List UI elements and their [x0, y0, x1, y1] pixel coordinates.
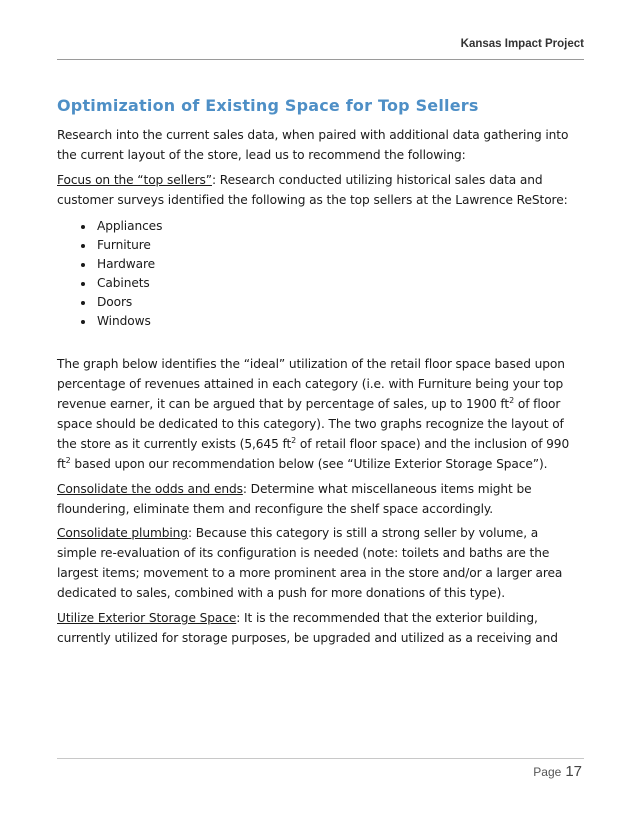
- page-label: Page: [533, 765, 562, 779]
- consolidate-odds-heading: Consolidate the odds and ends: [57, 481, 243, 496]
- page-footer: [533, 763, 582, 780]
- focus-text: : Research conducted utilizing historical sales data and customer surveys identified the following as the top sellers at the Lawrence ReStore:: [57, 172, 568, 207]
- consolidate-odds-paragraph: Consolidate the odds and ends: Determine what miscellaneous items might be floundering, eliminate them and reconfigure the shelf space accordingly.: [57, 481, 532, 516]
- body-text: [57, 126, 577, 654]
- focus-heading: Focus on the “top sellers”: [57, 172, 212, 187]
- consolidate-plumbing-heading: Consolidate plumbing: [57, 526, 188, 541]
- list-item: • Doors: [95, 293, 577, 312]
- list-item: • Cabinets: [95, 274, 577, 293]
- intro-paragraph: Research into the current sales data, when paired with additional data gathering into the current layout of the store, lead us to recommend the following:: [57, 128, 569, 162]
- list-item: • Furniture: [95, 236, 577, 255]
- footer-divider: [57, 758, 584, 759]
- focus-paragraph: [57, 171, 577, 211]
- page-number: 17: [565, 763, 582, 780]
- list-item: • Appliances: [95, 217, 577, 236]
- list-item: • Windows: [95, 312, 577, 331]
- list-item: • Hardware: [95, 255, 577, 274]
- exterior-storage-heading: Utilize Exterior Storage Space: [57, 611, 237, 626]
- exterior-storage-paragraph: Utilize Exterior Storage Space: It is the recommended that the exterior building, currently utilized for storage purposes, be upgraded and utilized as a receiving and: [57, 611, 558, 645]
- top-sellers-list: [57, 217, 577, 332]
- graph-paragraph: The graph below identifies the “ideal” utilization of the retail floor space based upon percentage of revenues attained in each category (i.e. with Furniture being your top revenue earner, it can be argued that by percentage of sales, up to 1900 $ft^2$ of floor space should be dedicated to this category). The two graphs recognize the layout of the store as it currently exists (5,645 $ft^2$ of retail floor space) and the inclusion of 990 $ft^2$ based upon our recommendation below (see “Utilize Exterior Storage Space”).: [57, 357, 570, 471]
- running-header: Kansas Impact Project: [460, 38, 584, 50]
- section-title: Optimization of Existing Space for Top Sellers: [57, 96, 479, 115]
- consolidate-plumbing-paragraph: Consolidate plumbing: Because this category is still a strong seller by volume, a simple re-evaluation of its configuration is needed (note: toilets and baths are the largest items; movement to a more prominent area in the store and/or a larger area dedicated to sales, combined with a push for more donations of this type).: [57, 526, 563, 601]
- header-divider: [57, 59, 584, 60]
